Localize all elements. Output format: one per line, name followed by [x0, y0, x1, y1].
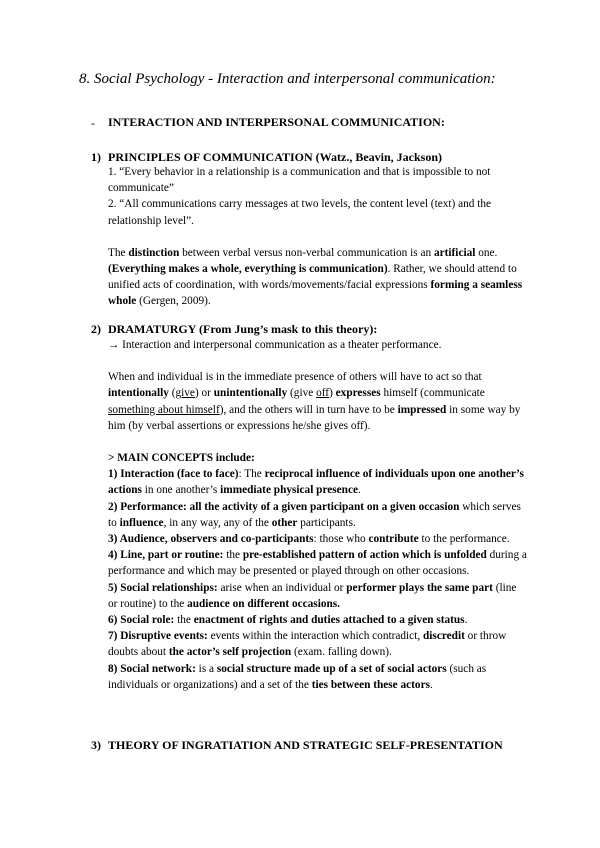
- concept-item: 3) Audience, observers and co-participants: those who contribute to the performance.: [108, 533, 510, 546]
- concept-item: 2) Performance: all the activity of a given participant on a given occasion which serves to influence, in any way, any of the other participants.: [108, 500, 521, 529]
- bullet-dash: -: [91, 116, 95, 130]
- section-1-body: [108, 164, 528, 310]
- section-3-number: 3): [91, 738, 101, 752]
- dramaturgy-arrow-line: → Interaction and interpersonal communication as a theater performance.: [108, 339, 442, 351]
- section-1-heading: PRINCIPLES OF COMMUNICATION (Watz., Beavin, Jackson): [108, 150, 443, 164]
- section-2-heading: DRAMATURGY (From Jung’s mask to this theory):: [108, 322, 378, 336]
- subheading: INTERACTION AND INTERPERSONAL COMMUNICATION:: [108, 115, 445, 129]
- section-1-number: 1): [91, 150, 101, 164]
- concept-item: 7) Disruptive events: events within the interaction which contradict, discredit or throw doubts about the actor’s self projection (exam. falling down).: [108, 630, 507, 659]
- concept-item: 1) Interaction (face to face): The reciprocal influence of individuals upon one another’s actions in one another’s immediate physical presence.: [108, 468, 524, 497]
- concept-item: 5) Social relationships: arise when an individual or performer plays the same part (line or routine) to the audience on different occasions.: [108, 581, 517, 610]
- concept-item: 8) Social network: is a social structure made up of a set of social actors (such as individuals or organizations) and a set of the ties between these actors.: [108, 662, 487, 691]
- principle-2: 2. “All communications carry messages at two levels, the content level (text) and the relationship level”.: [108, 198, 492, 227]
- section-2-body: [108, 337, 528, 693]
- section-3-heading: THEORY OF INGRATIATION AND STRATEGIC SELF-PRESENTATION: [108, 738, 503, 752]
- document-title: 8. Social Psychology - Interaction and interpersonal communication:: [79, 71, 496, 87]
- section-1-paragraph: The distinction between verbal versus non-verbal communication is an artificial one. (Everything makes a whole, everything is communication). Rather, we should attend to unified acts of coordination, with words/movements/facial expressions forming a seamless whole (Gergen, 2009).: [108, 246, 523, 308]
- main-concepts-heading: > MAIN CONCEPTS include:: [108, 452, 255, 465]
- principle-1: 1. “Every behavior in a relationship is a communication and that is impossible to not communicate”: [108, 166, 491, 195]
- concept-item: 6) Social role: the enactment of rights and duties attached to a given status.: [108, 614, 468, 627]
- section-2-paragraph: When and individual is in the immediate presence of others will have to act so that intentionally (give) or unintentionally (give off) expresses himself (communicate something about himself), and the others will in turn have to be impressed in some way by him (by verbal assertions or expressions he/she gives off).: [108, 371, 521, 432]
- section-2-number: 2): [91, 322, 101, 336]
- concept-item: 4) Line, part or routine: the pre-established pattern of action which is unfolded during a performance and which may be presented or played through on other occasions.: [108, 549, 527, 578]
